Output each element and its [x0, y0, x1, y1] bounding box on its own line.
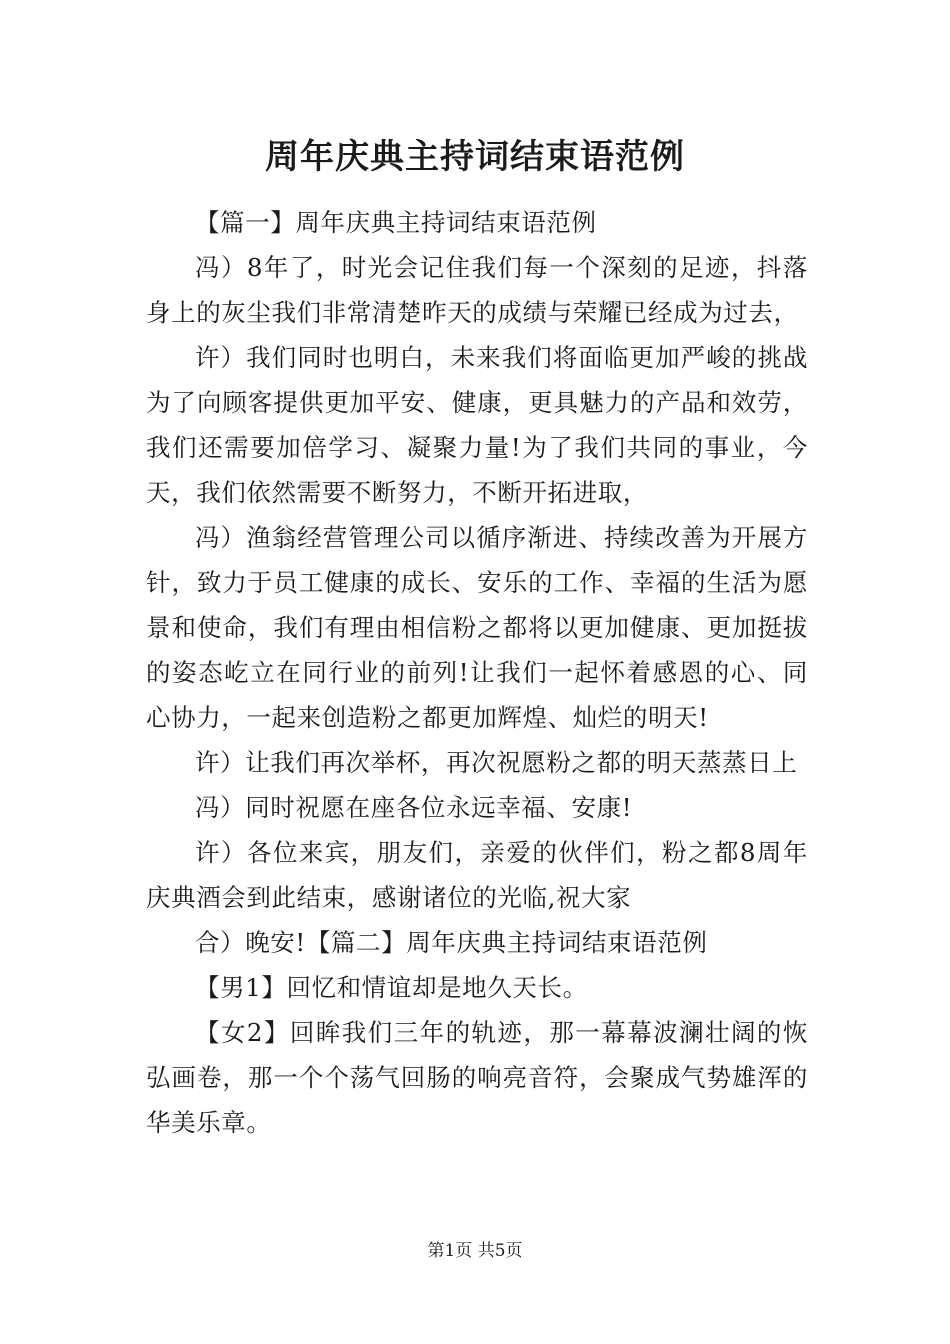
- page-footer: 第1页 共5页: [427, 1241, 523, 1261]
- paragraph: 许）各位来宾，朋友们，亲爱的伙伴们，粉之都8周年庆典酒会到此结束，感谢诸位的光临,祝大家: [146, 838, 808, 912]
- paragraph: 【男1】回忆和情谊却是地久天长。: [195, 973, 588, 1002]
- paragraph: 冯）渔翁经营管理公司以循序渐进、持续改善为开展方针，致力于员工健康的成长、安乐的工作、幸福的生活为愿景和使命，我们有理由相信粉之都将以更加健康、更加挺拔的姿态屹立在同行业的前列!让我们一起怀着感恩的心、同心协力，一起来创造粉之都更加辉煌、灿烂的明天!: [146, 523, 808, 732]
- paragraph: 许）让我们再次举杯，再次祝愿粉之都的明天蒸蒸日上: [195, 748, 798, 777]
- paragraph: 许）我们同时也明白，未来我们将面临更加严峻的挑战为了向顾客提供更加平安、健康，更具魅力的产品和效劳，我们还需要加倍学习、凝聚力量!为了我们共同的事业，今天，我们依然需要不断努力，不断开拓进取，: [146, 343, 808, 507]
- document-title: 周年庆典主持词结束语范例: [265, 137, 685, 177]
- paragraph-section-one-heading: 【篇一】周年庆典主持词结束语范例: [195, 208, 597, 237]
- paragraph: 冯）8年了，时光会记住我们每一个深刻的足迹，抖落身上的灰尘我们非常清楚昨天的成绩与荣耀已经成为过去，: [146, 253, 808, 327]
- paragraph: 冯）同时祝愿在座各位永远幸福、安康!: [195, 793, 633, 822]
- paragraph: 【女2】回眸我们三年的轨迹，那一幕幕波澜壮阔的恢弘画卷，那一个个荡气回肠的响亮音符，会聚成气势雄浑的华美乐章。: [146, 1018, 808, 1137]
- paragraph: 合）晚安!【篇二】周年庆典主持词结束语范例: [195, 928, 708, 957]
- document-body: [146, 200, 808, 1145]
